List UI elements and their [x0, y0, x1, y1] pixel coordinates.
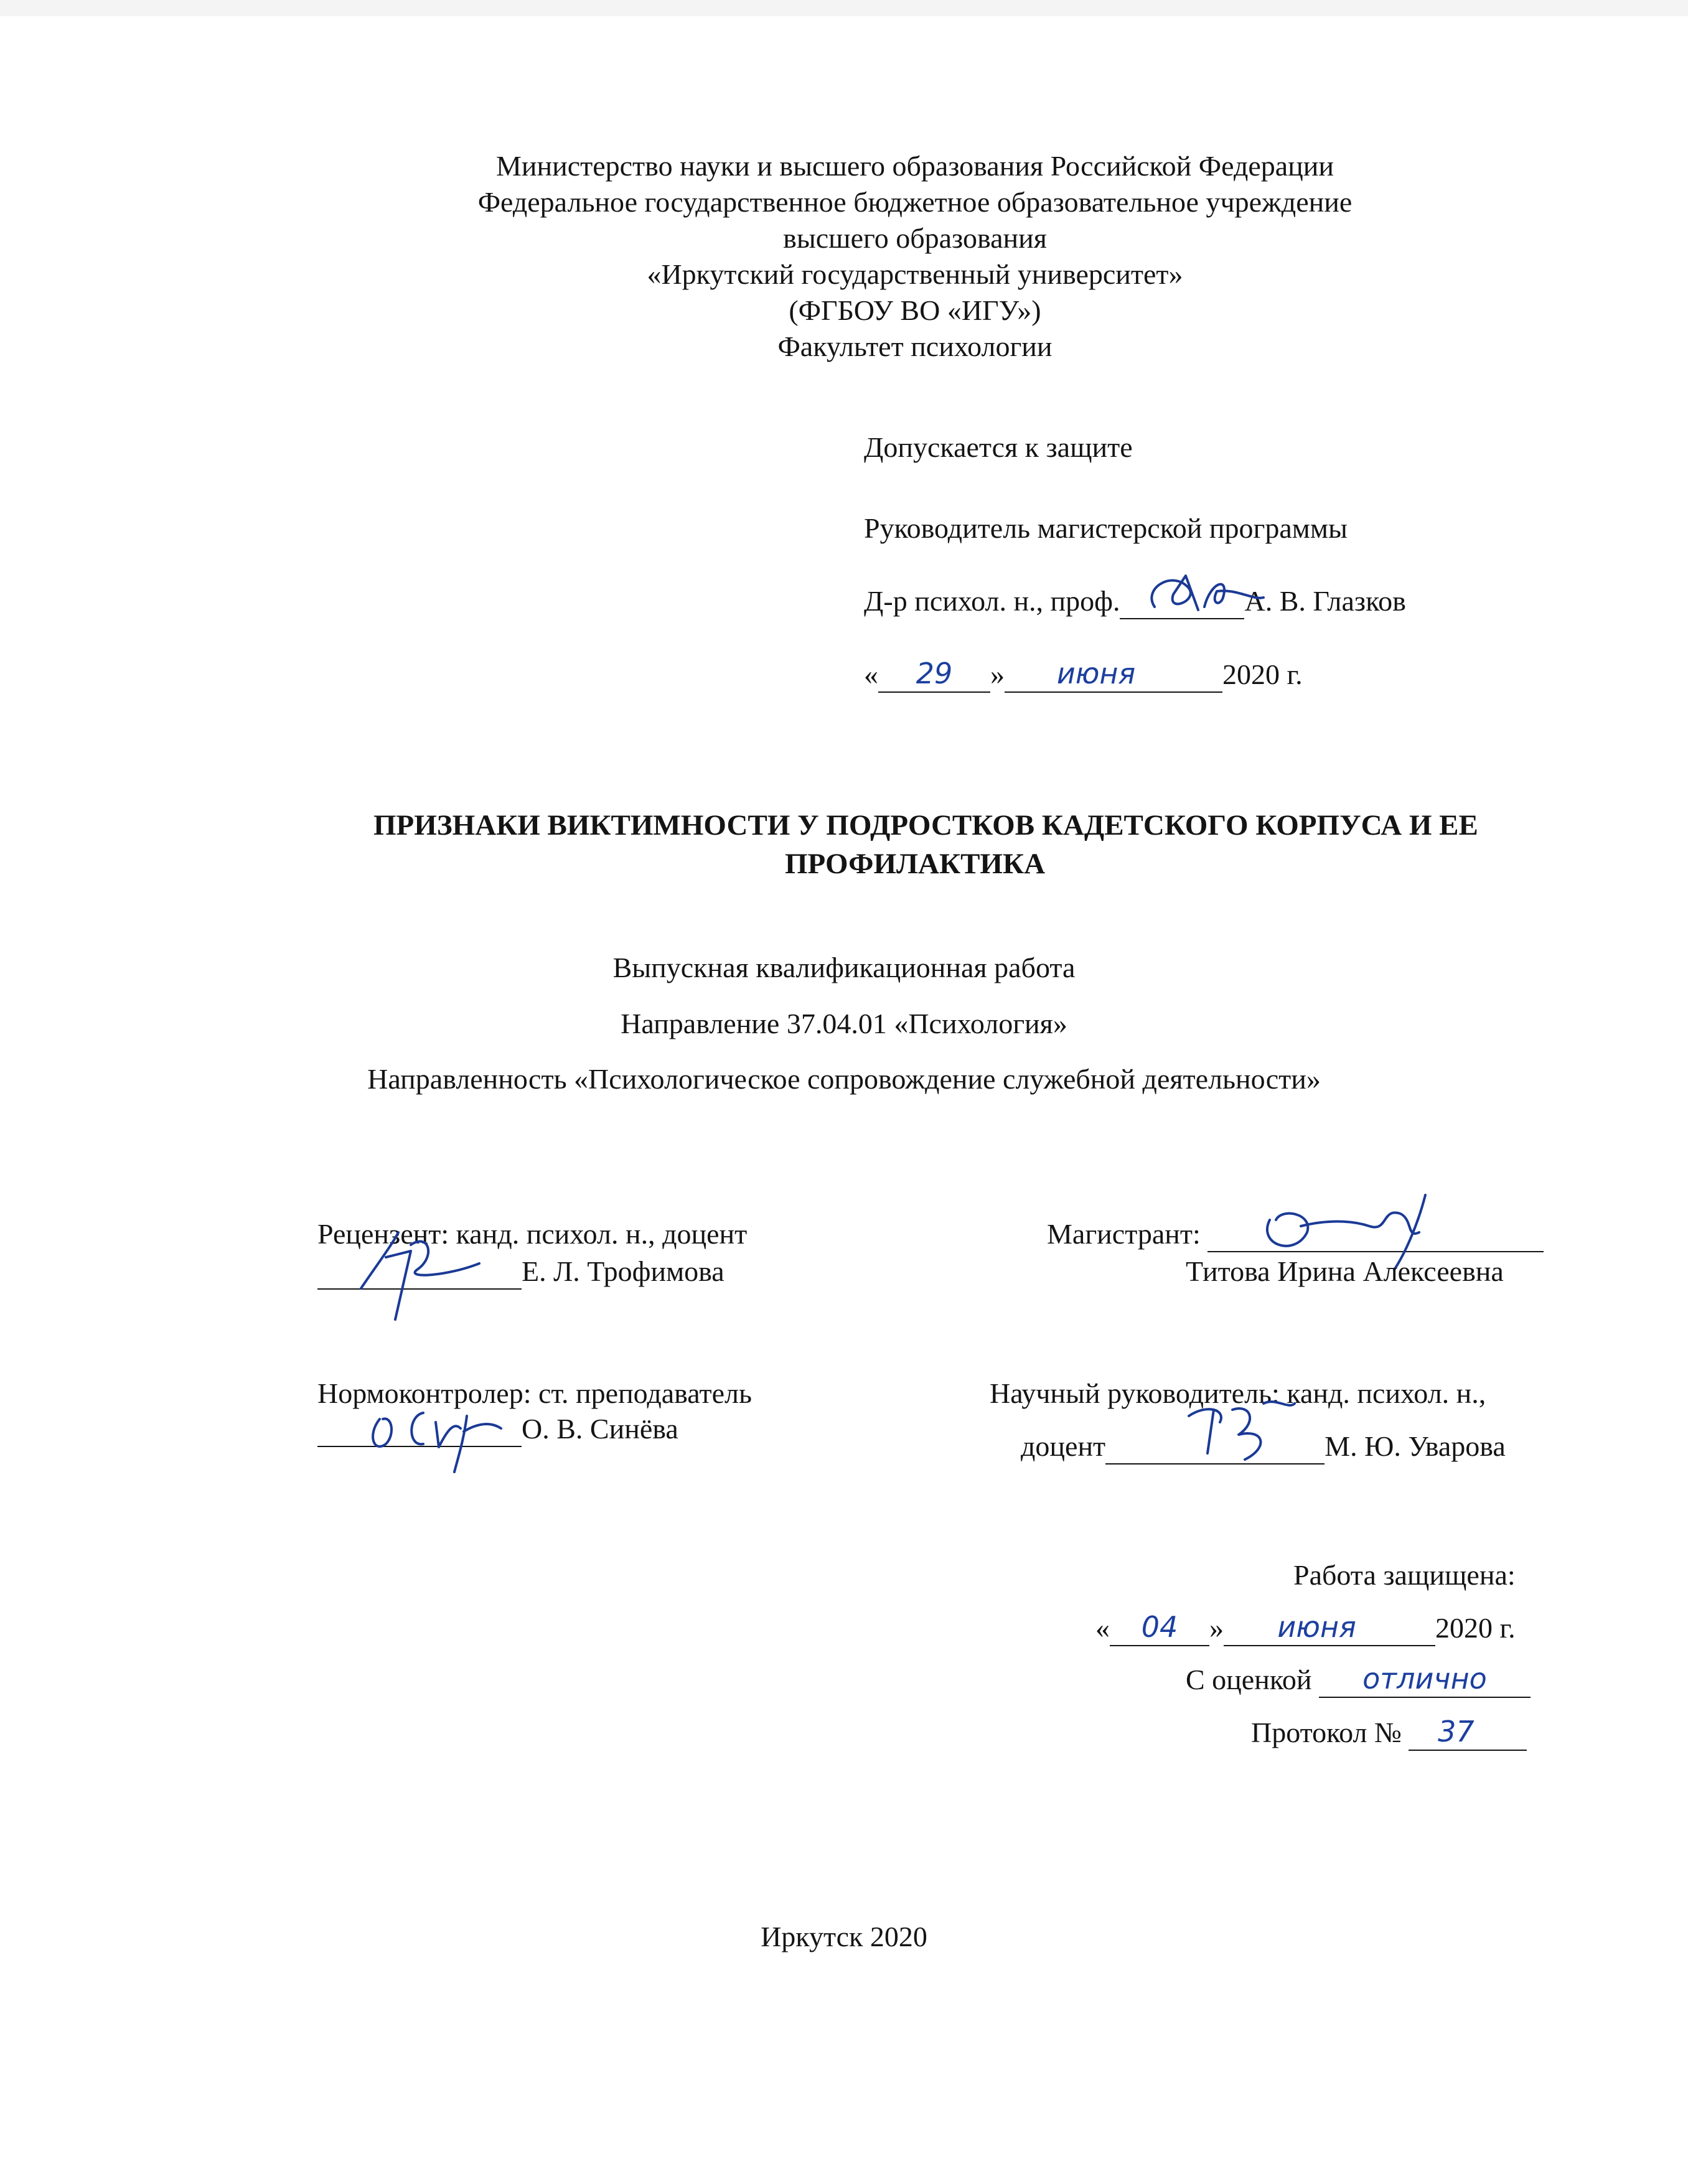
reviewer-signature	[336, 1220, 498, 1326]
work-orientation: Направленность «Психологическое сопровождение служебной деятельности»	[367, 1063, 1321, 1095]
header-line-university: «Иркутский государственный университет»	[647, 258, 1183, 290]
city-year: Иркутск 2020	[761, 1921, 927, 1952]
header-line-institution-type: Федеральное государственное бюджетное образовательное учреждение	[477, 186, 1353, 218]
institution-header	[373, 148, 1456, 365]
program-head-signature	[1130, 563, 1273, 632]
work-direction: Направление 37.04.01 «Психология»	[621, 1008, 1067, 1039]
protocol-line	[1251, 1717, 1527, 1751]
approval-day-field	[878, 658, 990, 693]
program-head-name: А. В. Глазков	[1244, 585, 1406, 617]
thesis-title	[373, 806, 1478, 883]
normcontrol-label: Нормоконтролер: ст. преподаватель	[317, 1377, 752, 1409]
supervisor-name: М. Ю. Уварова	[1325, 1430, 1506, 1462]
defense-month: июня	[1277, 1610, 1356, 1644]
scan-edge	[0, 0, 1688, 16]
protocol-label: Протокол №	[1251, 1717, 1402, 1748]
normcontrol-name: О. В. Синёва	[522, 1413, 678, 1445]
supervisor-label: Научный руководитель: канд. психол. н.,	[990, 1377, 1486, 1409]
program-head-label: Руководитель магистерской программы	[864, 512, 1348, 544]
grade-field	[1319, 1664, 1531, 1698]
approval-year: 2020 г.	[1222, 658, 1303, 690]
header-line-abbreviation: (ФГБОУ ВО «ИГУ»)	[789, 294, 1041, 326]
thesis-title-line-2: ПРОФИЛАКТИКА	[784, 848, 1046, 880]
protocol-field	[1409, 1717, 1527, 1751]
defense-month-field	[1224, 1612, 1435, 1646]
master-name: Титова Ирина Алексеевна	[1186, 1255, 1504, 1287]
work-type: Выпускная квалификационная работа	[612, 952, 1076, 983]
approval-month: июня	[1056, 657, 1136, 690]
defense-day: 04	[1141, 1610, 1178, 1644]
approval-date	[864, 658, 1303, 693]
master-label: Магистрант:	[1047, 1218, 1201, 1250]
reviewer-name: Е. Л. Трофимова	[522, 1255, 724, 1287]
defense-date-close-quote: »	[1209, 1612, 1224, 1644]
reviewer-label: Рецензент: канд. психол. н., доцент	[317, 1218, 748, 1250]
grade-label: С оценкой	[1186, 1664, 1312, 1695]
admitted-to-defense: Допускается к защите	[864, 431, 1133, 463]
approval-date-open-quote: «	[864, 658, 878, 690]
defense-year: 2020 г.	[1435, 1612, 1516, 1644]
approval-month-field	[1005, 658, 1222, 693]
supervisor-signature	[1170, 1385, 1307, 1472]
thesis-title-line-1: ПРИЗНАКИ ВИКТИМНОСТИ У ПОДРОСТКОВ КАДЕТСКОГО КОРПУСА И ЕЕ	[373, 809, 1478, 841]
defense-date	[1095, 1612, 1516, 1646]
approval-day: 29	[916, 657, 953, 690]
header-line-ministry: Министерство науки и высшего образования Российской Федерации	[495, 150, 1334, 182]
grade-line	[1186, 1664, 1531, 1698]
header-line-faculty: Факультет психологии	[777, 330, 1053, 362]
approval-date-close-quote: »	[990, 658, 1005, 690]
grade-value: отлично	[1362, 1662, 1487, 1695]
supervisor-title: доцент	[1021, 1430, 1106, 1462]
defense-day-field	[1110, 1612, 1209, 1646]
defense-date-open-quote: «	[1095, 1612, 1110, 1644]
header-line-education-level: высшего образования	[783, 222, 1047, 254]
normcontrol-signature	[355, 1385, 517, 1478]
program-head-title: Д-р психол. н., проф.	[864, 585, 1120, 617]
defense-label: Работа защищена:	[1293, 1559, 1516, 1591]
protocol-number: 37	[1438, 1715, 1475, 1748]
